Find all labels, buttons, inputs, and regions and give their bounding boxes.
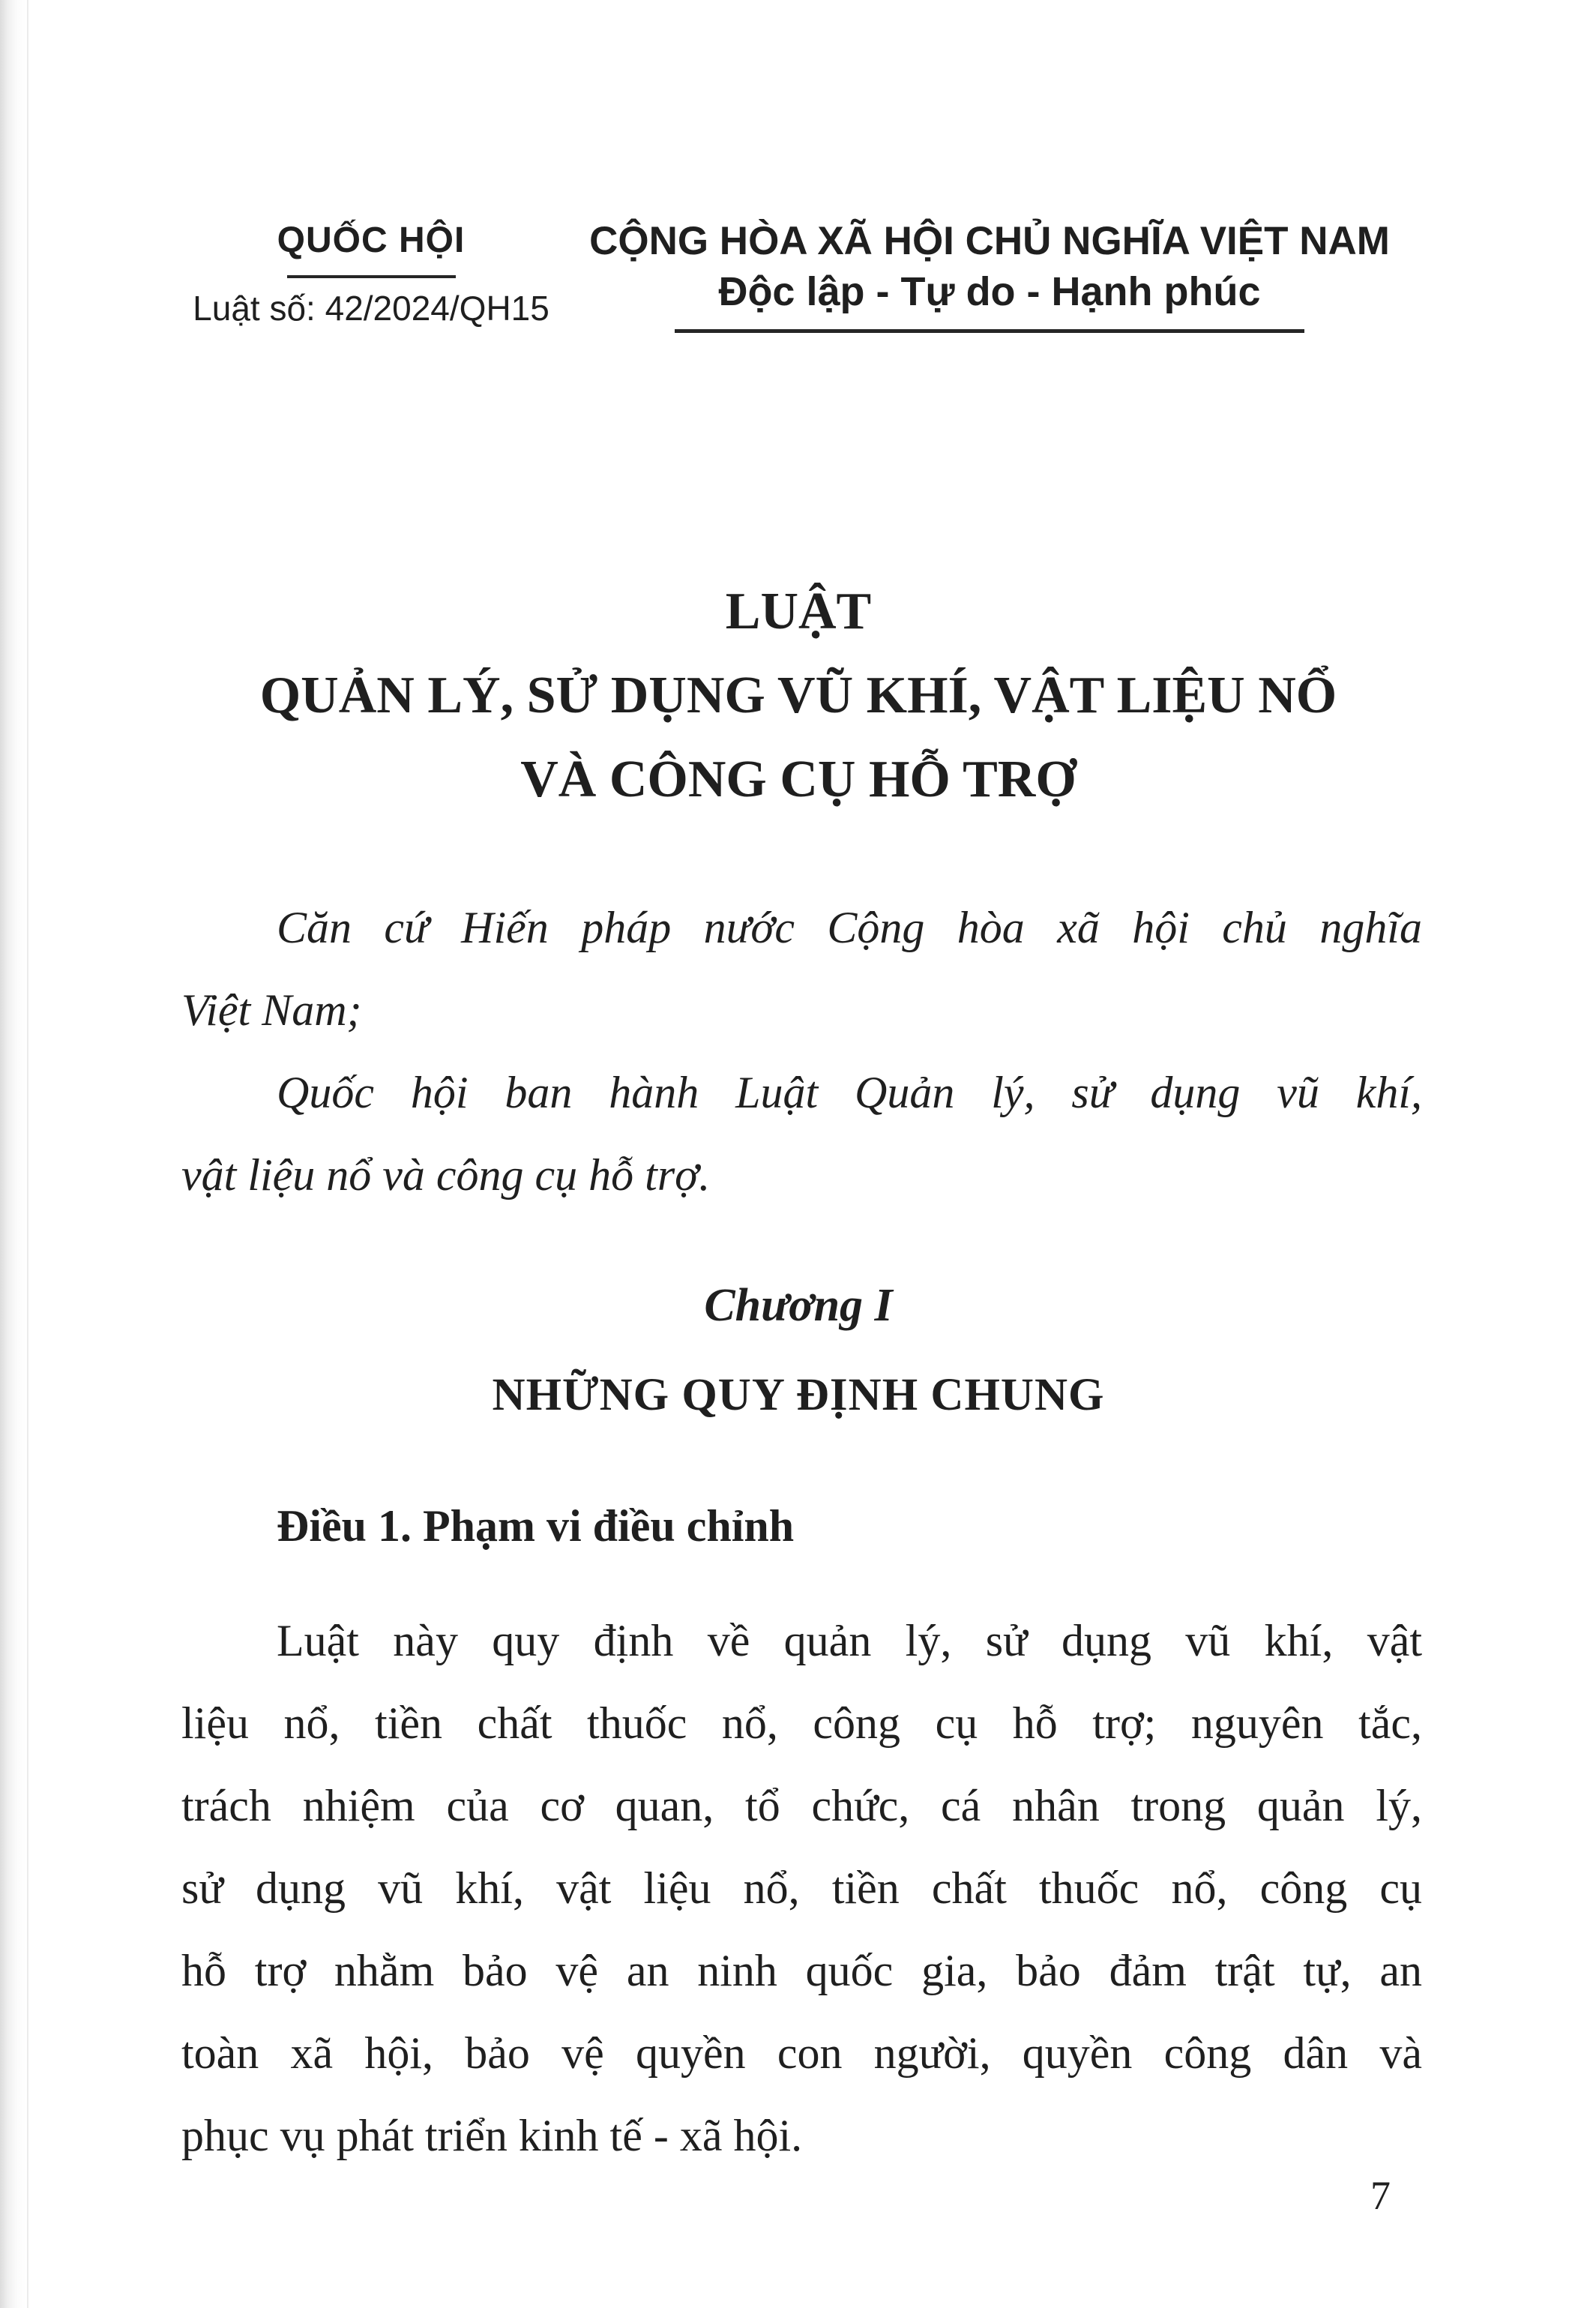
document-header: [180, 220, 1417, 333]
national-title: CỘNG HÒA XÃ HỘI CHỦ NGHĨA VIỆT NAM: [589, 219, 1390, 263]
header-national-block: [562, 220, 1417, 333]
issuer-underline: [287, 275, 456, 278]
article-1-body: [181, 1599, 1422, 2177]
preamble-p1-line2: Việt Nam;: [181, 985, 362, 1035]
article-1-body-line: toàn xã hội, bảo vệ quyền con người, quyền công dân và: [181, 2028, 1422, 2078]
law-title: [90, 570, 1507, 822]
article-1-body-line: hỗ trợ nhằm bảo vệ an ninh quốc gia, bảo đảm trật tự, an: [181, 1946, 1422, 1995]
law-title-doc-type: LUẬT: [725, 583, 872, 640]
motto-underline: [675, 329, 1304, 333]
header-issuer-block: [180, 220, 562, 333]
preamble-p1-line1: Căn cứ Hiến pháp nước Cộng hòa xã hội chủ nghĩa: [277, 903, 1422, 952]
national-motto: Độc lập - Tự do - Hạnh phúc: [718, 269, 1261, 314]
chapter-heading: [90, 1279, 1507, 1420]
page-number: 7: [1370, 2173, 1391, 2218]
book-spine-shadow: [0, 0, 25, 2308]
chapter-title: NHỮNG QUY ĐỊNH CHUNG: [492, 1370, 1105, 1420]
article-1-heading-text: Điều 1. Phạm vi điều chỉnh: [277, 1501, 795, 1551]
preamble-p2-line2: vật liệu nổ và công cụ hỗ trợ.: [181, 1150, 711, 1200]
law-title-subject-line2: VÀ CÔNG CỤ HỖ TRỢ: [520, 751, 1076, 808]
article-1-heading: [181, 1501, 1422, 1551]
article-1-body-line: liệu nổ, tiền chất thuốc nổ, công cụ hỗ trợ; nguyên tắc,: [181, 1698, 1422, 1748]
preamble: [181, 886, 1422, 1216]
article-1-body-line: sử dụng vũ khí, vật liệu nổ, tiền chất thuốc nổ, công cụ: [181, 1863, 1422, 1913]
chapter-label: Chương I: [704, 1280, 893, 1331]
article-1-body-line: Luật này quy định về quản lý, sử dụng vũ khí, vật: [277, 1616, 1422, 1665]
law-number: Luật số: 42/2024/QH15: [193, 289, 549, 328]
article-1-body-line: phục vụ phát triển kinh tế - xã hội.: [181, 2111, 803, 2160]
article-1-body-line: trách nhiệm của cơ quan, tổ chức, cá nhân trong quản lý,: [181, 1781, 1422, 1830]
law-title-subject-line1: QUẢN LÝ, SỬ DỤNG VŨ KHÍ, VẬT LIỆU NỔ: [259, 667, 1337, 724]
page-edge-line: [27, 0, 28, 2308]
issuer-name: QUỐC HỘI: [277, 220, 466, 260]
preamble-p2-line1: Quốc hội ban hành Luật Quản lý, sử dụng vũ khí,: [277, 1068, 1422, 1117]
